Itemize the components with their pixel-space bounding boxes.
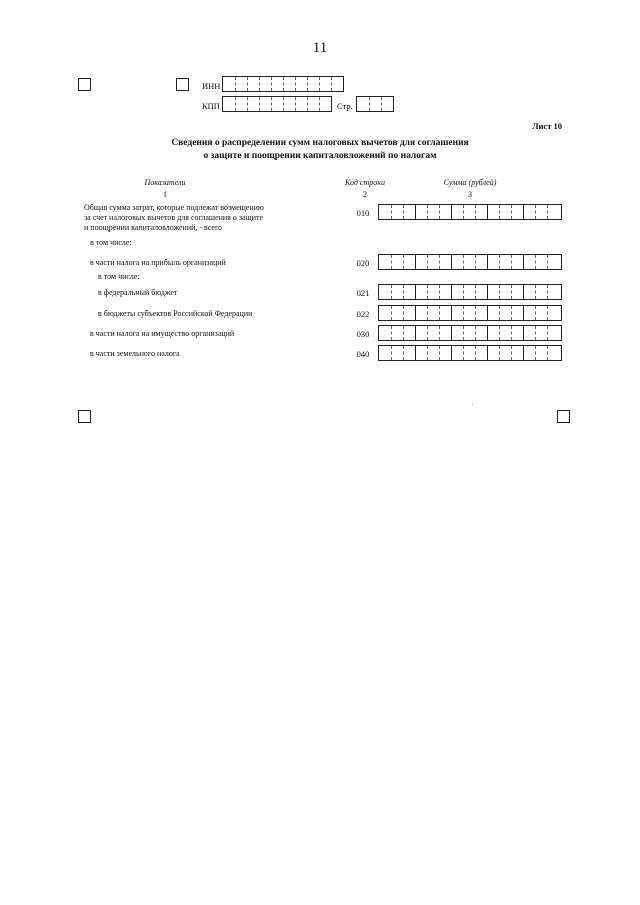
row-010-label: Общая сумма затрат, которые подлежат возмещению за счет налоговых вычетов для соглашения о защите и поощрении капиталовложений, - всего: [84, 203, 264, 232]
row-020-label: в части налога на прибыль организаций: [90, 258, 226, 267]
sheet-label: Лист 10: [532, 121, 562, 131]
form-title-line1: Сведения о распределении сумм налоговых вычетов для соглашения: [171, 138, 469, 148]
page-label: Стр.: [337, 101, 353, 111]
corner-marker-top-center: [176, 78, 189, 91]
row-010-amount-field[interactable]: [378, 204, 562, 220]
row-040-amount-field[interactable]: [378, 345, 562, 361]
row-including-label: в том числе:: [90, 238, 132, 247]
row-040-label: в части земельного налога: [90, 349, 180, 358]
row-020-amount-field[interactable]: [378, 254, 562, 270]
col-number-1: 1: [163, 190, 167, 199]
row-020-including-label: в том числе:: [98, 272, 140, 281]
corner-marker-top-left: [78, 78, 91, 91]
kpp-field[interactable]: [222, 96, 332, 112]
inn-label: ИНН: [202, 81, 221, 91]
row-022-code: 022: [356, 309, 370, 319]
scan-speck: [472, 404, 473, 405]
page-number: 11: [312, 40, 328, 56]
kpp-label: КПП: [202, 101, 220, 111]
row-010-code: 010: [356, 208, 370, 218]
row-021-amount-field[interactable]: [378, 284, 562, 300]
row-021-label: в федеральный бюджет: [98, 288, 178, 297]
corner-marker-bottom-right: [557, 410, 570, 423]
row-030-code: 030: [356, 329, 370, 339]
row-030-amount-field[interactable]: [378, 325, 562, 341]
row-022-label: в бюджеты субъектов Российской Федерации: [98, 309, 253, 318]
col-header-indicator: Показатели: [144, 178, 186, 187]
row-030-label: в части налога на имущество организаций: [90, 329, 235, 338]
row-022-amount-field[interactable]: [378, 305, 562, 321]
form-title-line2: о защите и поощрении капиталовложений по налогам: [203, 151, 437, 161]
row-021-code: 021: [356, 288, 370, 298]
col-header-amount: Сумма (рублей): [443, 178, 497, 187]
inn-field[interactable]: [222, 76, 344, 92]
row-040-code: 040: [356, 349, 370, 359]
row-020-code: 020: [356, 258, 370, 268]
col-header-row-code: Код строки: [344, 178, 386, 187]
corner-marker-bottom-left: [78, 410, 91, 423]
page-field[interactable]: [356, 96, 394, 112]
col-number-3: 3: [468, 190, 472, 199]
col-number-2: 2: [363, 190, 367, 199]
